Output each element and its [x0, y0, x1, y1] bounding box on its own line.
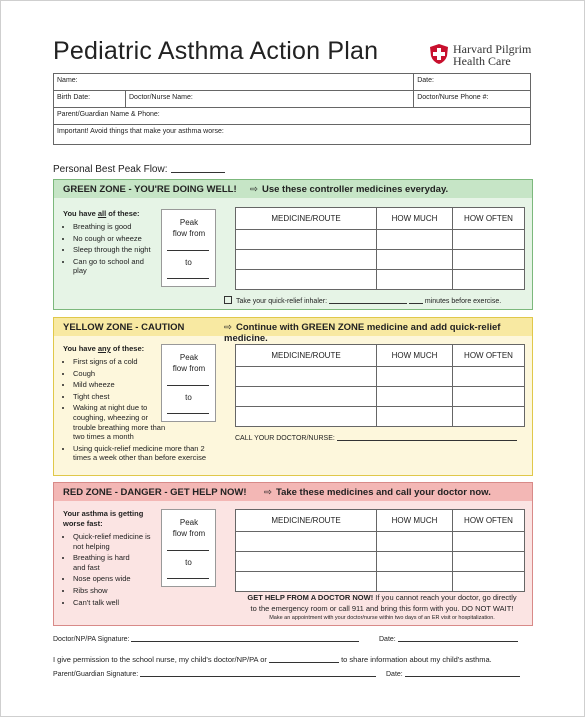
yellow-medicine-table [235, 344, 525, 427]
green-zone-title: GREEN ZONE - YOU'RE DOING WELL! [63, 184, 237, 195]
list-item: • No cough or wheeze [73, 234, 153, 244]
personal-best-label: Personal Best Peak Flow: [53, 164, 168, 175]
green-symptoms-heading: You have all of these: [63, 209, 140, 218]
yellow-peak-flow-box [161, 344, 216, 422]
logo-line-1: Harvard Pilgrim [453, 42, 532, 56]
doctor-signature-line: Doctor/NP/PA Signature: [53, 636, 359, 643]
arrow-right-icon: ⇨ [264, 487, 272, 498]
doctor-phone-field[interactable]: Doctor/Nurse Phone #: [414, 91, 531, 108]
arrow-right-icon: ⇨ [250, 184, 258, 195]
doctor-signature-input[interactable] [131, 641, 359, 642]
doctor-name-field[interactable]: Doctor/Nurse Name: [126, 91, 414, 108]
table-row [236, 532, 525, 552]
how-often-header: HOW OFTEN [453, 345, 525, 367]
logo [429, 42, 539, 72]
parent-signature-line: Parent/Guardian Signature: [53, 671, 376, 678]
birth-date-field[interactable]: Birth Date: [54, 91, 126, 108]
red-zone [53, 482, 533, 626]
peak-flow-from-label: Peak flow from [172, 518, 206, 538]
table-row [236, 552, 525, 572]
yellow-zone-instruction: Continue with GREEN ZONE medicine and add quick-relief medicine. [224, 322, 501, 344]
green-zone-instruction: Use these controller medicines everyday. [261, 184, 449, 195]
green-medicine-table [235, 207, 525, 290]
red-zone-instruction: Take these medicines and call your doctor now. [275, 487, 491, 498]
guardian-field[interactable]: Parent/Guardian Name & Phone: [54, 108, 531, 125]
table-row [236, 367, 525, 387]
peak-flow-from-label: Peak flow from [172, 353, 206, 373]
green-symptoms [63, 209, 153, 278]
peak-flow-to-label: to [185, 558, 192, 567]
list-item: • Waking at night due to coughing, wheezing or trouble breathing more than two times a month [73, 403, 173, 441]
green-zone [53, 179, 533, 310]
red-symptoms [63, 509, 159, 609]
doctor-date-line: Date: [379, 636, 518, 643]
peak-flow-to-label: to [185, 258, 192, 267]
permission-line: I give permission to the school nurse, my child's doctor/NP/PA or to share information about my child's asthma. [53, 655, 492, 664]
list-item: • Tight chest [73, 392, 223, 402]
patient-info-table [53, 73, 531, 145]
yellow-zone-header [54, 318, 532, 344]
permission-input[interactable] [269, 662, 339, 663]
parent-date-input[interactable] [405, 676, 520, 677]
logo-line-2: Health Care [453, 54, 511, 68]
yellow-zone-title: YELLOW ZONE - CAUTION [63, 322, 185, 333]
medicine-route-header: MEDICINE/ROUTE [236, 208, 377, 230]
green-exercise-note: Take your quick-relief inhaler: minutes before exercise. [224, 296, 501, 305]
personal-best-input[interactable] [171, 172, 225, 173]
how-much-header: HOW MUCH [377, 208, 453, 230]
date-field[interactable]: Date: [414, 74, 531, 91]
table-row [236, 387, 525, 407]
list-item: • Breathing is hard and fast [73, 553, 143, 572]
list-item: • Cough [73, 369, 223, 379]
table-row [236, 407, 525, 427]
table-row [236, 230, 525, 250]
list-item: • Ribs show [73, 586, 159, 596]
peak-flow-to-label: to [185, 393, 192, 402]
checkbox-icon[interactable] [224, 296, 232, 304]
list-item: • Using quick-relief medicine more than 2 times a week other than before exercise [73, 444, 223, 463]
peak-flow-from-label: Peak flow from [172, 218, 206, 238]
list-item: • Breathing is good [73, 222, 153, 232]
peak-flow-from-input[interactable] [167, 385, 209, 386]
table-row [236, 572, 525, 592]
page-title: Pediatric Asthma Action Plan [53, 37, 379, 65]
peak-flow-to-input[interactable] [167, 278, 209, 279]
peak-flow-to-input[interactable] [167, 413, 209, 414]
list-item: • Mild wheeze [73, 380, 223, 390]
peak-flow-from-input[interactable] [167, 250, 209, 251]
medicine-route-header: MEDICINE/ROUTE [236, 510, 377, 532]
how-much-header: HOW MUCH [377, 345, 453, 367]
personal-best-peak-flow [53, 164, 225, 175]
green-peak-flow-box [161, 209, 216, 287]
medicine-route-header: MEDICINE/ROUTE [236, 345, 377, 367]
minutes-input[interactable] [409, 303, 423, 304]
list-item: • Can't talk well [73, 598, 159, 608]
call-doctor-input[interactable] [337, 440, 517, 441]
arrow-right-icon: ⇨ [224, 322, 232, 333]
parent-signature-input[interactable] [140, 676, 376, 677]
table-row [236, 250, 525, 270]
list-item: • Nose opens wide [73, 574, 159, 584]
parent-date-line: Date: [386, 671, 520, 678]
name-field[interactable]: Name: [54, 74, 414, 91]
doctor-date-input[interactable] [398, 641, 518, 642]
list-item: • First signs of a cold [73, 357, 223, 367]
green-zone-header [54, 180, 532, 198]
red-symptoms-heading: Your asthma is getting worse fast: [63, 509, 144, 528]
yellow-zone [53, 317, 533, 476]
red-peak-flow-box [161, 509, 216, 587]
red-zone-title: RED ZONE - DANGER - GET HELP NOW! [63, 487, 247, 498]
red-medicine-table [235, 509, 525, 592]
yellow-symptoms-heading: You have any of these: [63, 344, 145, 353]
peak-flow-from-input[interactable] [167, 550, 209, 551]
how-often-header: HOW OFTEN [453, 510, 525, 532]
how-much-header: HOW MUCH [377, 510, 453, 532]
list-item: • Quick-relief medicine is not helping [73, 532, 159, 551]
list-item: • Can go to school and play [73, 257, 153, 276]
call-doctor-line: CALL YOUR DOCTOR/NURSE: [235, 435, 517, 442]
table-row [236, 270, 525, 290]
shield-cross-icon [429, 43, 449, 65]
red-zone-header [54, 483, 532, 501]
triggers-field[interactable]: Important! Avoid things that make your asthma worse: [54, 125, 531, 145]
list-item: • Sleep through the night [73, 245, 153, 255]
how-often-header: HOW OFTEN [453, 208, 525, 230]
red-help-line-1: GET HELP FROM A DOCTOR NOW! If you cannot reach your doctor, go directly [247, 593, 517, 602]
peak-flow-to-input[interactable] [167, 578, 209, 579]
inhaler-input[interactable] [329, 303, 407, 304]
red-help-small: Make an appointment with your doctor/nurse within two days of an ER visit or hospitalization. [269, 615, 495, 621]
red-help-line-2: to the emergency room or call 911 and bring this form with you. DO NOT WAIT! [250, 604, 514, 613]
